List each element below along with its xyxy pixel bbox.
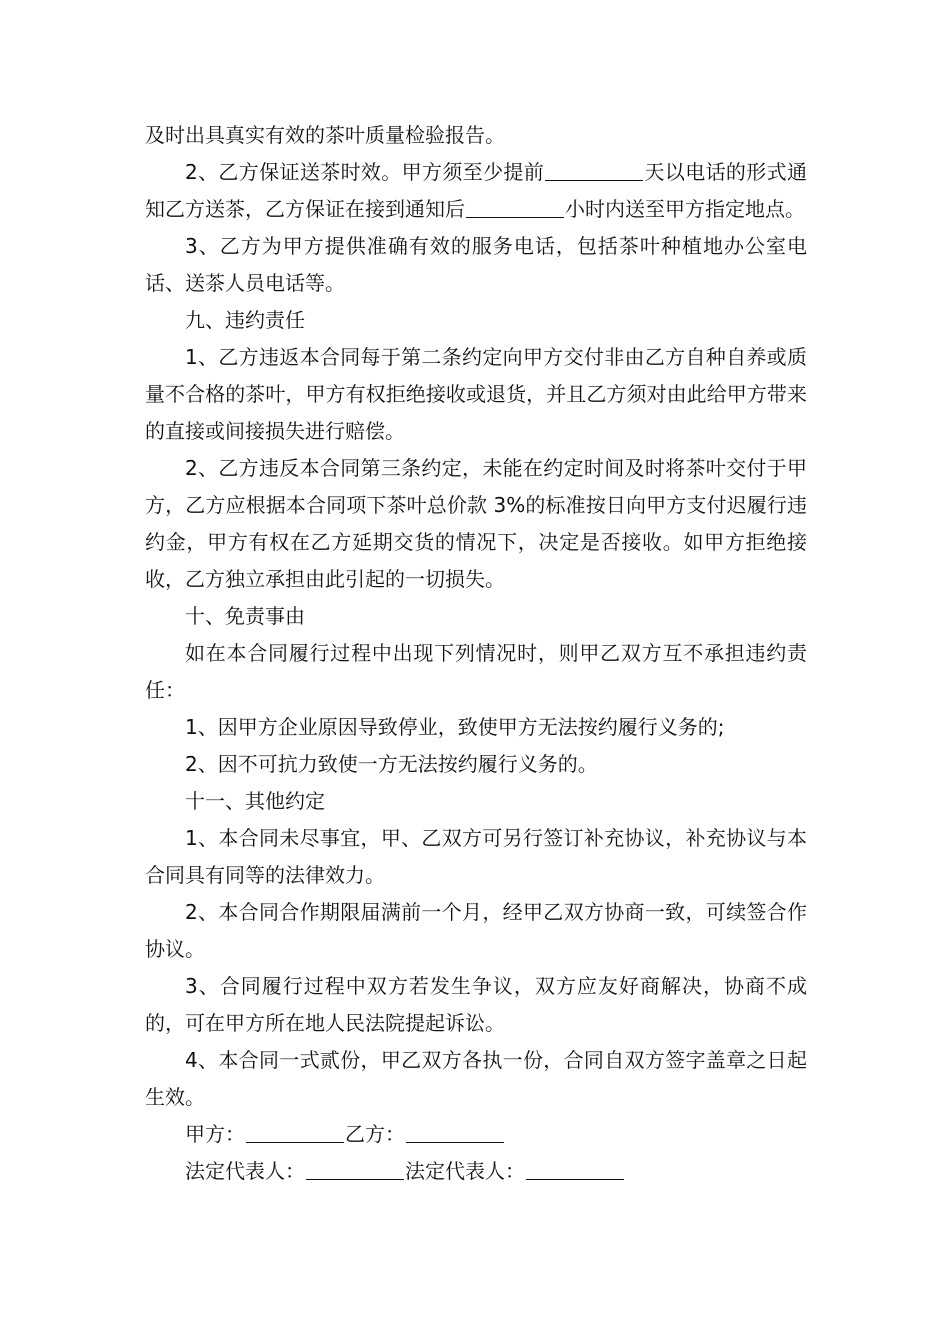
days-blank-field[interactable]	[545, 160, 643, 181]
paragraph-other-3: 3、合同履行过程中双方若发生争议，双方应友好商解决，协商不成的，可在甲方所在地人民法院提起诉讼。	[145, 974, 807, 1035]
paragraph-continuation: 及时出具真实有效的茶叶质量检验报告。	[145, 123, 505, 147]
rep-a-label: 法定代表人：	[185, 1159, 305, 1183]
rep-b-label: 法定代表人：	[405, 1159, 525, 1183]
section-heading-other: 十一、其他约定	[185, 789, 325, 813]
signature-line-representatives	[145, 1153, 807, 1190]
paragraph-delivery-timeliness	[145, 154, 807, 228]
paragraph-breach-2: 2、乙方违反本合同第三条约定，未能在约定时间及时将茶叶交付于甲方，乙方应根据本合同项下茶叶总价款 3%的标准按日向甲方支付迟履行违约金，甲方有权在乙方延期交货的情况下，决定是否接收。如甲方拒绝接收，乙方独立承担由此引起的一切损失。	[145, 456, 807, 591]
delivery-text-1: 2、乙方保证送茶时效。甲方须至少提前	[185, 160, 545, 184]
party-a-blank-field[interactable]	[246, 1122, 344, 1143]
paragraph-other-2: 2、本合同合作期限届满前一个月，经甲乙双方协商一致，可续签合作协议。	[145, 900, 807, 961]
party-b-blank-field[interactable]	[406, 1122, 504, 1143]
paragraph-exemption-2: 2、因不可抗力致使一方无法按约履行义务的。	[185, 752, 598, 776]
rep-a-blank-field[interactable]	[306, 1159, 404, 1180]
section-heading-exemption: 十、免责事由	[185, 604, 305, 628]
delivery-text-2: 天以电话的形式通知乙方送茶，乙方保证在接到通知后	[145, 160, 807, 221]
document-body	[145, 117, 807, 1190]
paragraph-other-4: 4、本合同一式贰份，甲乙双方各执一份，合同自双方签字盖章之日起生效。	[145, 1048, 807, 1109]
hours-blank-field[interactable]	[466, 197, 564, 218]
signature-line-parties	[145, 1116, 807, 1153]
party-a-label: 甲方：	[185, 1122, 245, 1146]
paragraph-other-1: 1、本合同未尽事宜，甲、乙双方可另行签订补充协议，补充协议与本合同具有同等的法律效力。	[145, 826, 807, 887]
paragraph-breach-1: 1、乙方违返本合同每于第二条约定向甲方交付非由乙方自种自养或质量不合格的茶叶，甲方有权拒绝接收或退货，并且乙方须对由此给甲方带来的直接或间接损失进行赔偿。	[145, 345, 807, 443]
section-heading-breach: 九、违约责任	[185, 308, 305, 332]
paragraph-exemption-intro: 如在本合同履行过程中出现下列情况时，则甲乙双方互不承担违约责任：	[145, 641, 807, 702]
rep-b-blank-field[interactable]	[526, 1159, 624, 1180]
delivery-text-3: 小时内送至甲方指定地点。	[565, 197, 805, 221]
party-b-label: 乙方：	[345, 1122, 405, 1146]
paragraph-service-phone: 3、乙方为甲方提供准确有效的服务电话，包括茶叶种植地办公室电话、送茶人员电话等。	[145, 234, 807, 295]
paragraph-exemption-1: 1、因甲方企业原因导致停业，致使甲方无法按约履行义务的;	[185, 715, 725, 739]
